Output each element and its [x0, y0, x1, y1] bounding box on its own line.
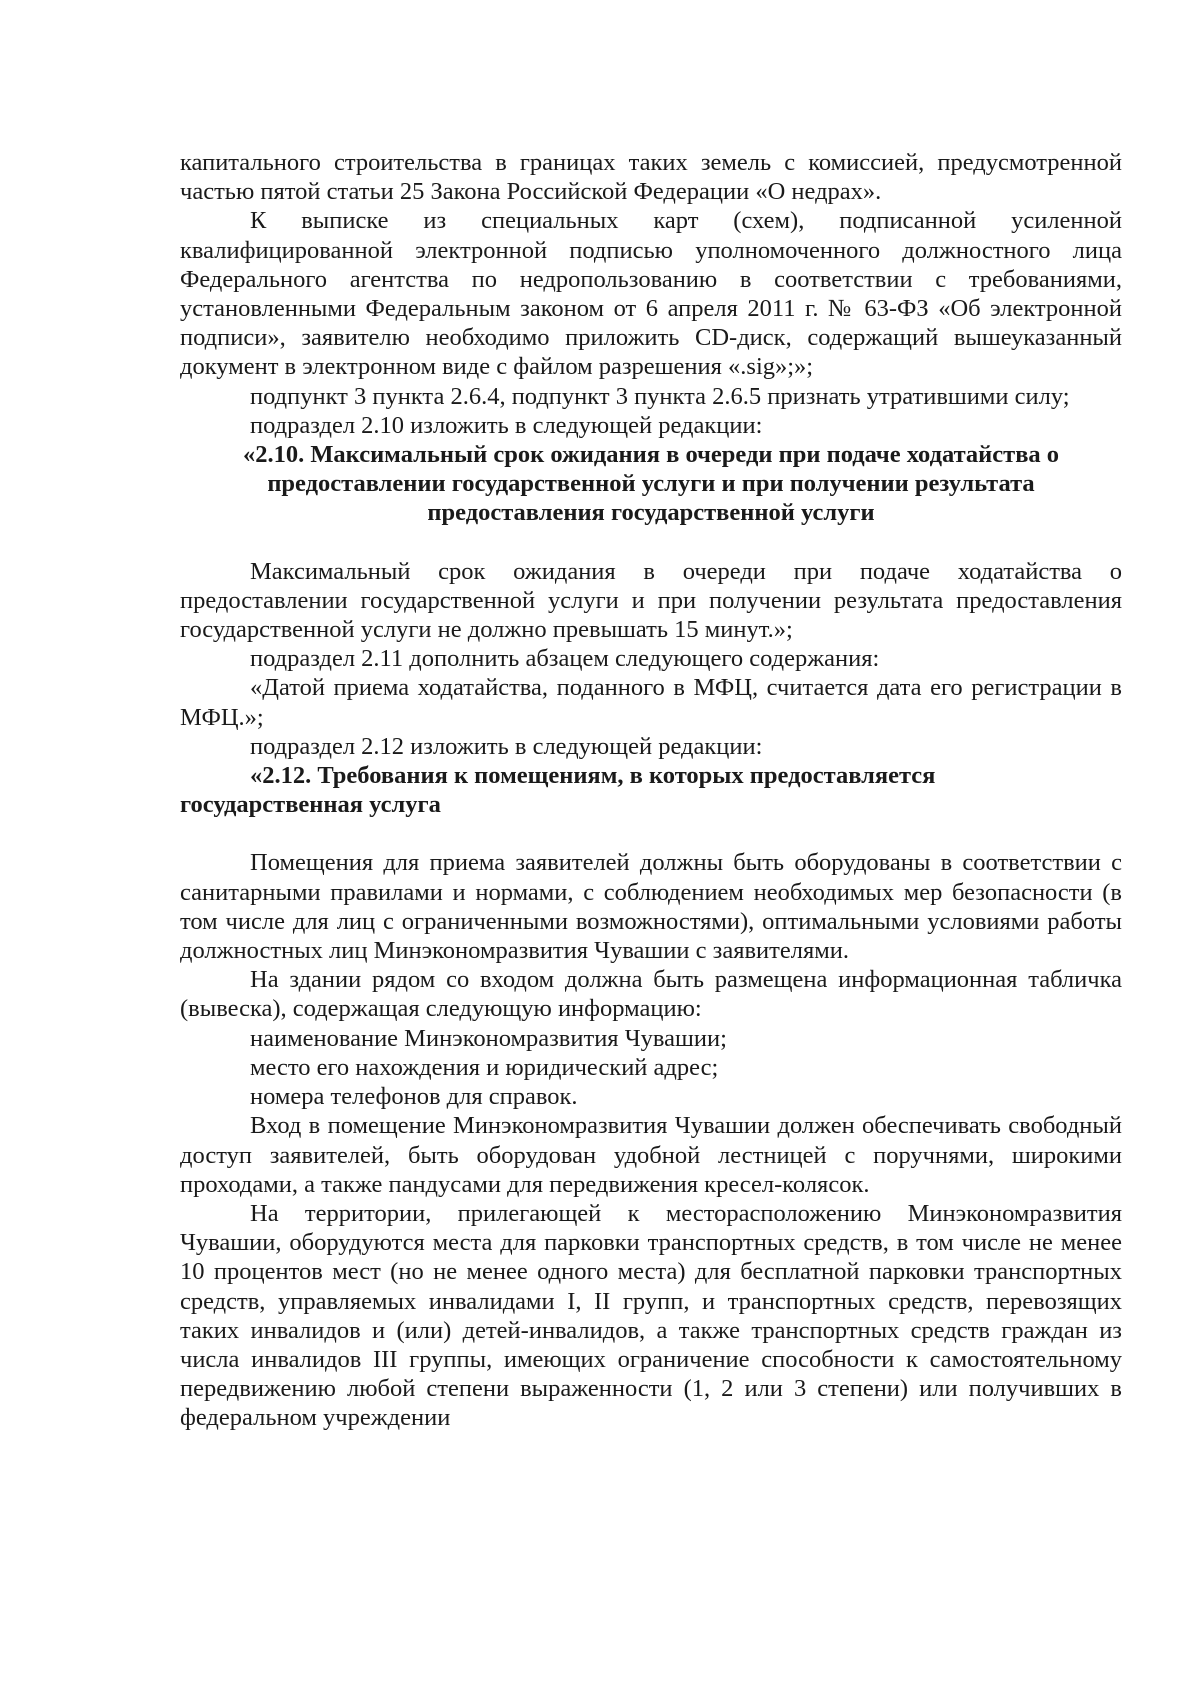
heading-2-10: «2.10. Максимальный срок ожидания в очереди при подаче ходатайства о предоставлении государственной услуги и при получении результата предоставления государственной услуги: [242, 441, 1060, 527]
paragraph-continuation: капитального строительства в границах таких земель с комиссией, предусмотренной частью пятой статьи 25 Закона Российской Федерации «О недрах».: [180, 149, 1122, 206]
paragraph-amend-2-11: подраздел 2.11 дополнить абзацем следующего содержания:: [250, 645, 880, 673]
paragraph-signboard: На здании рядом со входом должна быть размещена информационная табличка (вывеска), содержащая следующую информацию:: [180, 966, 1122, 1023]
paragraph-amend-2-12: подраздел 2.12 изложить в следующей редакции:: [250, 732, 763, 760]
spacer: [180, 528, 1122, 557]
paragraph-cd-disk: К выписке из специальных карт (схем), подписанной усиленной квалифицированной электронной подписью уполномоченного должностного лица Федерального агентства по недропользованию в соответствии с требованиями, установленными Федеральным законом от 6 апреля 2011 г. № 63-ФЗ «Об электронной подписи», заявителю необходимо приложить CD-диск, содержащий вышеуказанный документ в электронном виде с файлом разрешения «.sig»;»;: [180, 207, 1122, 381]
list-item-name: наименование Минэкономразвития Чувашии;: [250, 1024, 727, 1052]
paragraph-parking: На территории, прилегающей к месторасположению Минэкономразвития Чувашии, оборудуются места для парковки транспортных средств, в том числе не менее 10 процентов мест (но не менее одного места) для бесплатной парковки транспортных средств, управляемых инвалидами I, II групп, и транспортных средств, перевозящих таких инвалидов и (или) детей-инвалидов, а также транспортных средств граждан из числа инвалидов III группы, имеющих ограничение способности к самостоятельному передвижению любой степени выраженности (1, 2 или 3 степени) или получивших в федеральном учреждении: [180, 1199, 1122, 1432]
paragraph-premises: Помещения для приема заявителей должны быть оборудованы в соответствии с санитарными правилами и нормами, с соблюдением необходимых мер безопасности (в том числе для лиц с ограниченными возможностями), оптимальными условиями работы должностных лиц Минэкономразвития Чувашии с заявителями.: [180, 849, 1122, 965]
document-page: [180, 148, 1122, 1433]
paragraph-repeal: подпункт 3 пункта 2.6.4, подпункт 3 пункта 2.6.5 признать утратившими силу;: [250, 382, 1070, 410]
spacer: [180, 819, 1122, 848]
list-item-address: место его нахождения и юридический адрес;: [250, 1053, 719, 1081]
paragraph-amend-2-10: подраздел 2.10 изложить в следующей редакции:: [250, 411, 763, 439]
list-item-phones: номера телефонов для справок.: [250, 1083, 578, 1111]
paragraph-mfc-date: «Датой приема ходатайства, поданного в МФЦ, считается дата его регистрации в МФЦ.»;: [180, 674, 1122, 731]
heading-2-12: «2.12. Требования к помещениям, в которых предоставляется государственная услуга: [180, 762, 936, 819]
paragraph-max-wait: Максимальный срок ожидания в очереди при подаче ходатайства о предоставлении государственной услуги и при получении результата предоставления государственной услуги не должно превышать 15 минут.»;: [180, 557, 1122, 644]
paragraph-entrance: Вход в помещение Минэкономразвития Чувашии должен обеспечивать свободный доступ заявителей, быть оборудован удобной лестницей с поручнями, широкими проходами, а также пандусами для передвижения кресел-колясок.: [180, 1112, 1122, 1198]
